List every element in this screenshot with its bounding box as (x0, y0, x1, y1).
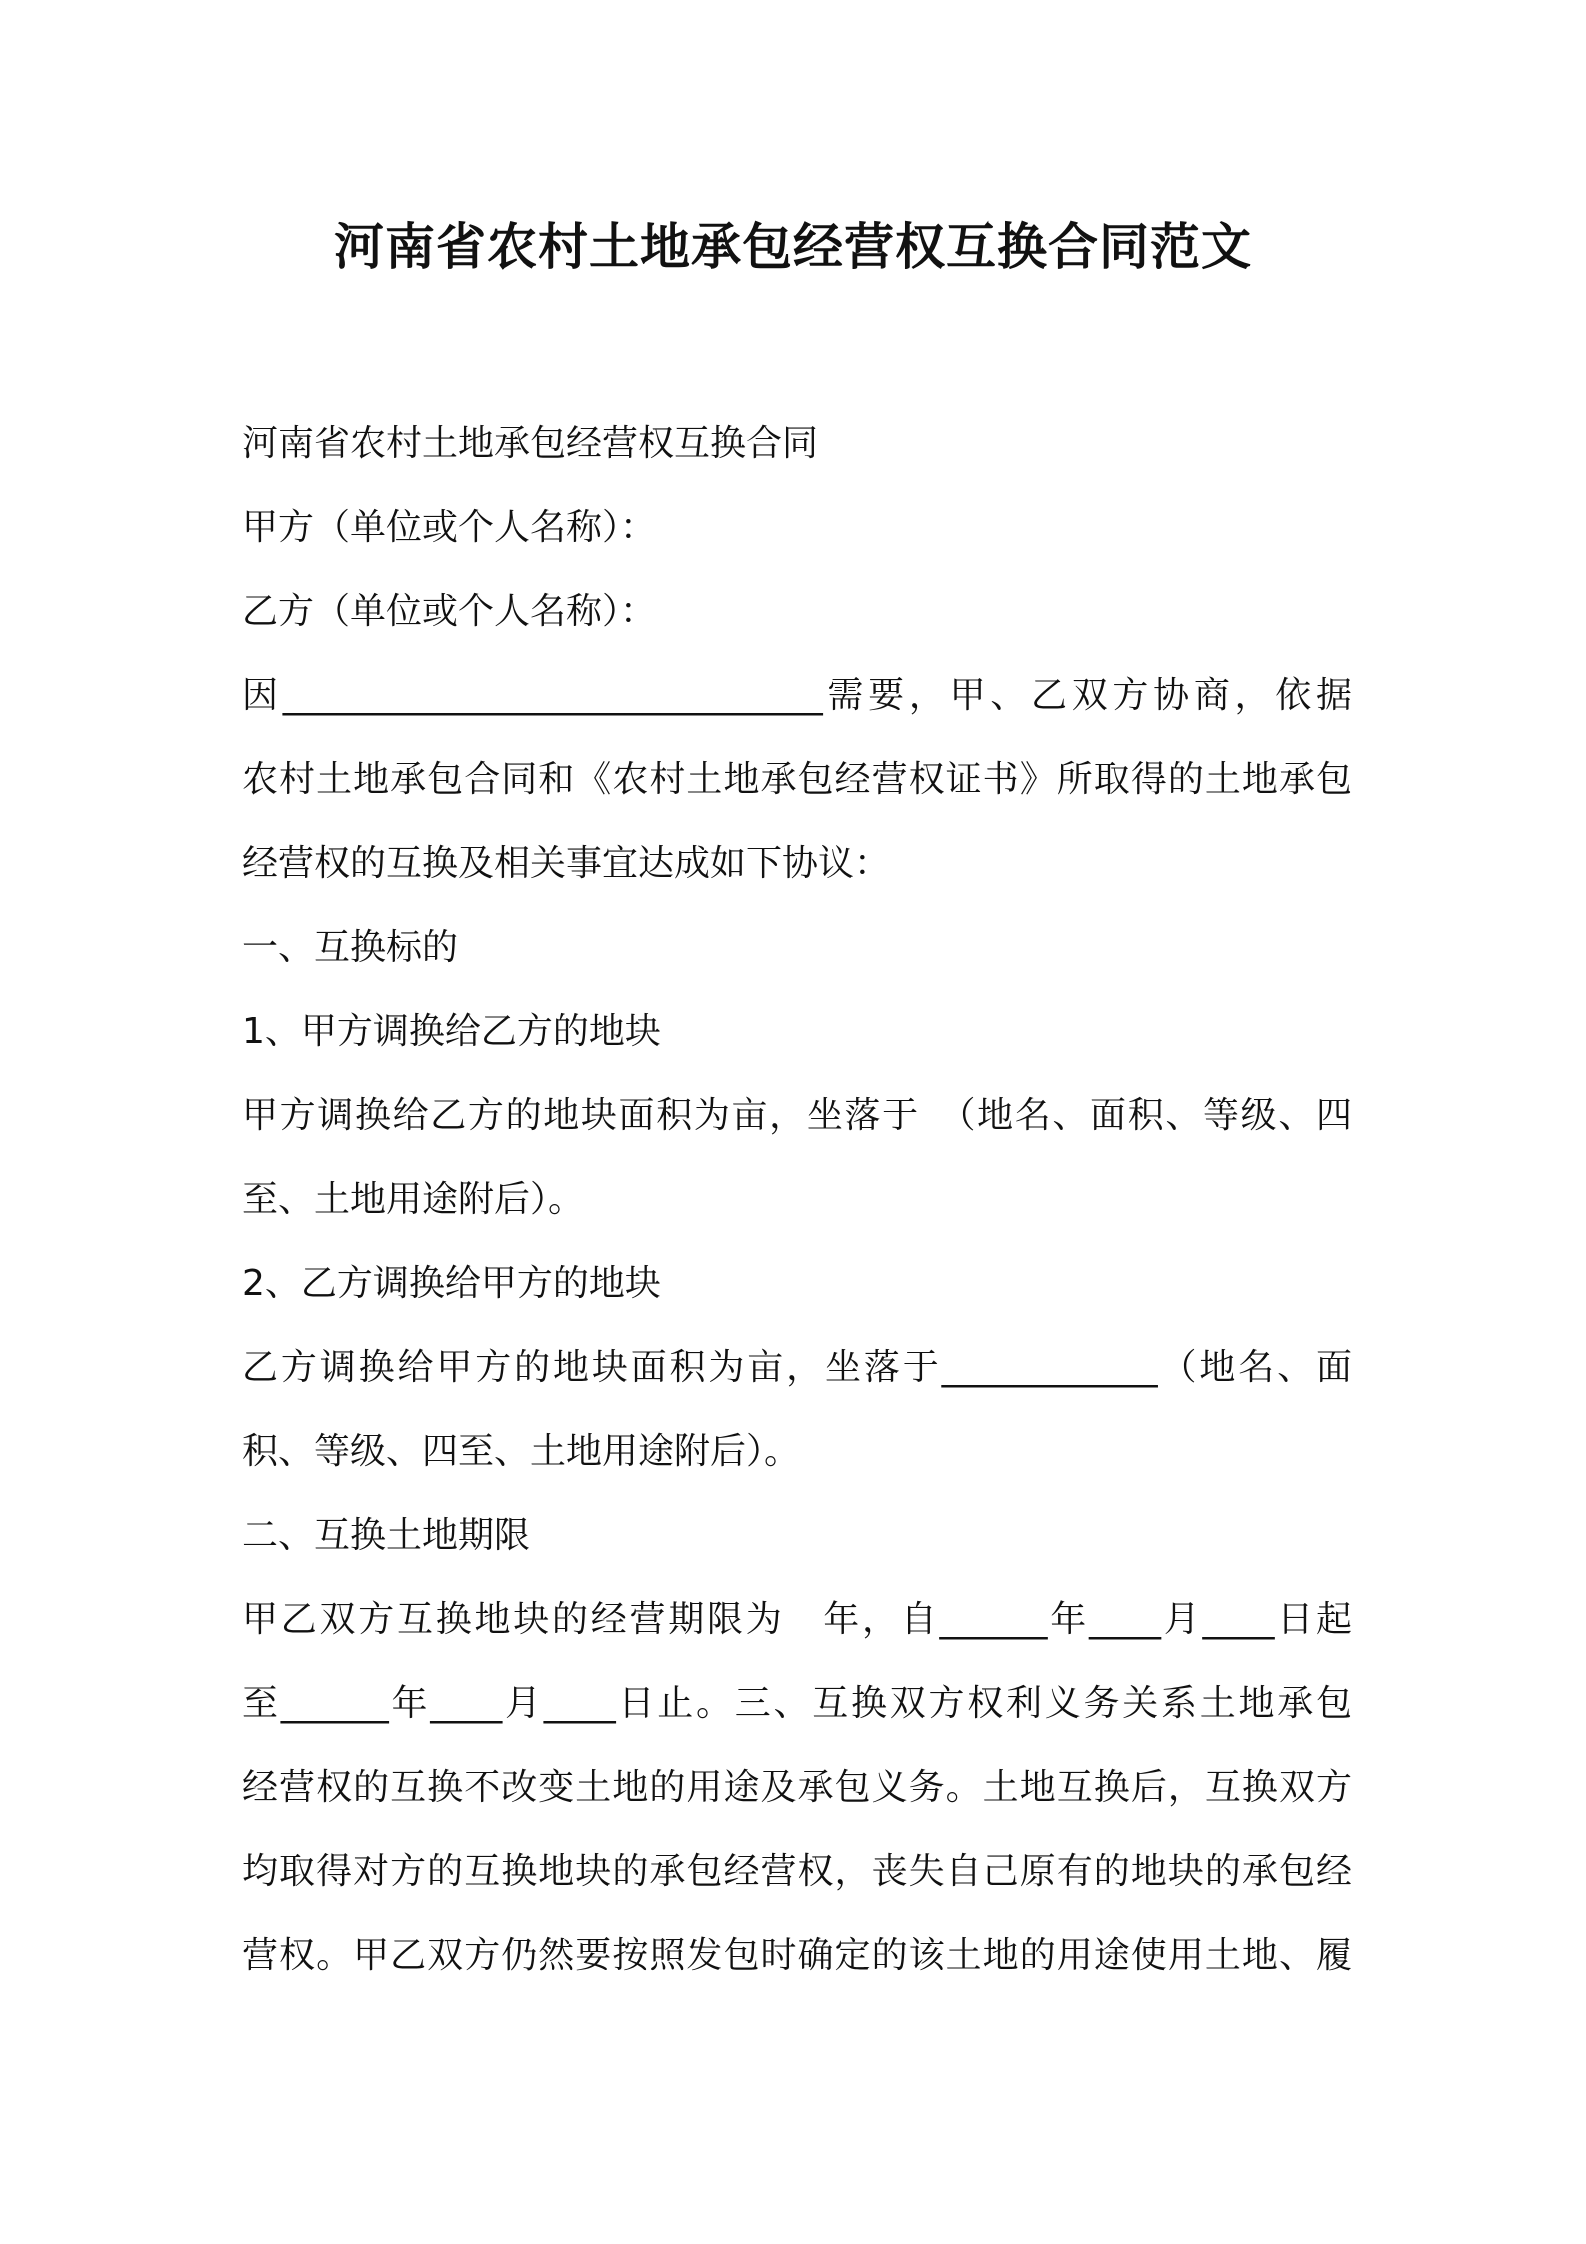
paragraph-line: 农村土地承包合同和《农村土地承包经营权证书》所取得的土地承包 (242, 759, 1352, 800)
document-title: 河南省农村土地承包经营权互换合同范文 (334, 218, 1252, 276)
subsection-heading: 1、甲方调换给乙方的地块 (242, 1011, 661, 1052)
paragraph-line: 均取得对方的互换地块的承包经营权，丧失自己原有的地块的承包经 (242, 1851, 1352, 1892)
paragraph-line: 至、土地用途附后）。 (242, 1179, 585, 1220)
paragraph-line: 经营权的互换及相关事宜达成如下协议： (242, 843, 891, 884)
party-b-line: 乙方（单位或个人名称）： (242, 591, 657, 632)
paragraph-line: 积、等级、四至、土地用途附后）。 (242, 1431, 801, 1472)
document-body (242, 402, 1352, 1998)
section-heading: 二、互换土地期限 (242, 1515, 531, 1556)
paragraph-line: 甲方调换给乙方的地块面积为亩，坐落于 （地名、面积、等级、四 (242, 1095, 1352, 1136)
section-heading: 一、互换标的 (242, 927, 459, 968)
party-a-line: 甲方（单位或个人名称）： (242, 507, 657, 548)
paragraph-line: 至______年____月____日止。三、互换双方权利义务关系土地承包 (242, 1683, 1352, 1724)
subsection-heading: 2、乙方调换给甲方的地块 (242, 1263, 661, 1304)
paragraph-line: 经营权的互换不改变土地的用途及承包义务。土地互换后，互换双方 (242, 1767, 1352, 1808)
paragraph-line: 甲乙双方互换地块的经营期限为 年，自______年____月____日起 (242, 1599, 1352, 1640)
contract-heading: 河南省农村土地承包经营权互换合同 (242, 423, 819, 464)
paragraph-line: 营权。甲乙双方仍然要按照发包时确定的该土地的用途使用土地、履 (242, 1935, 1352, 1976)
paragraph-line: 因______________________________需要，甲、乙双方协商，依据 (242, 675, 1352, 716)
paragraph-line: 乙方调换给甲方的地块面积为亩，坐落于____________（地名、面 (242, 1347, 1352, 1388)
